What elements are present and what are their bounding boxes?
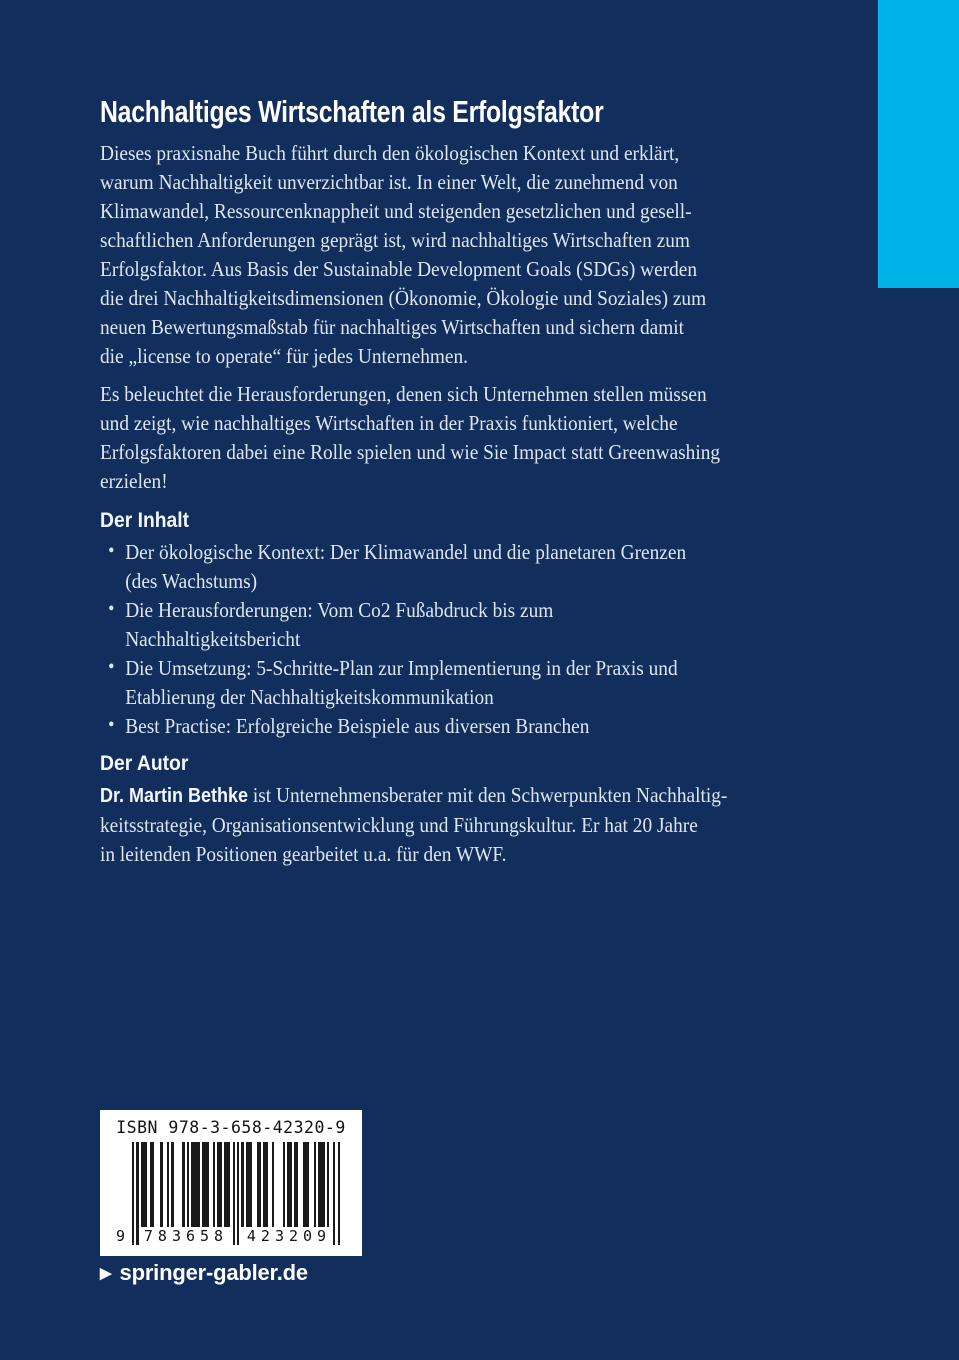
barcode-panel [100,1110,362,1256]
list-item: • Die Umsetzung: 5-Schritte-Plan zur Implementierung in der Praxis und Etablierung der Nachhaltigkeitskommunikation [100,654,686,712]
cover-title: Nachhaltiges Wirtschaften als Erfolgsfaktor [100,93,604,129]
list-item: • Best Practise: Erfolgreiche Beispiele aus diversen Branchen [100,712,686,741]
author-bio-text: ist Unternehmensberater mit den Schwerpunkten Nachhaltig- [248,783,728,807]
author-heading: Der Autor [100,752,189,775]
barcode [116,1142,346,1248]
isbn-label: ISBN 978-3-658-42320-9 [116,1118,346,1137]
contents-heading: Der Inhalt [100,509,190,532]
intro-paragraph: Dieses praxisnahe Buch führt durch den ökologischen Kontext und erklärt, warum Nachhaltigkeit unverzichtbar ist. In einer Welt, die zunehmend von Klimawandel, Ressourcenknappheit und steigenden gesetzlichen und gesell- schaftlichen Anforderungen geprägt ist, wird nachhaltiges Wirtschaften zum Erfolgsfaktor. Aus Basis der Sustainable Development Goals (SDGs) werden die drei Nachhaltigkeitsdimensionen (Ökonomie, Ökologie und Soziales) zum neuen Bewertungsmaßstab für nachhaltiges Wirtschaften und sichern damit die „license to operate“ für jedes Unternehmen. [100,141,707,368]
author-name: Dr. Martin Bethke [100,785,249,807]
author-bio-line: in leitenden Positionen gearbeitet u.a. für den WWF. [100,842,507,866]
arrow-icon: ▶ [100,1264,112,1282]
author-bio [100,781,727,869]
author-bio-line [100,781,727,811]
list-item: • Die Herausforderungen: Vom Co2 Fußabdruck bis zum Nachhaltigkeitsbericht [100,596,686,654]
summary-paragraph: Es beleuchtet die Herausforderungen, denen sich Unternehmen stellen müssen und zeigt, wie nachhaltiges Wirtschaften in der Praxis funktioniert, welche Erfolgsfaktoren dabei eine Rolle spielen und wie Sie Impact statt Greenwashing erzielen! [100,382,721,493]
barcode-digit-first: 9 [116,1227,126,1245]
publisher-logo [100,1260,308,1286]
publisher-domain: springer-gabler.de [119,1260,308,1285]
list-item: • Der ökologische Kontext: Der Klimawandel und die planetaren Grenzen (des Wachstums) [100,538,686,596]
author-bio-line: keitsstrategie, Organisationsentwicklung und Führungskultur. Er hat 20 Jahre [100,813,698,837]
barcode-digit-group1: 783658 [143,1227,229,1245]
accent-color-stripe [878,0,959,288]
contents-list [100,538,686,741]
barcode-digit-group2: 423209 [246,1227,332,1245]
